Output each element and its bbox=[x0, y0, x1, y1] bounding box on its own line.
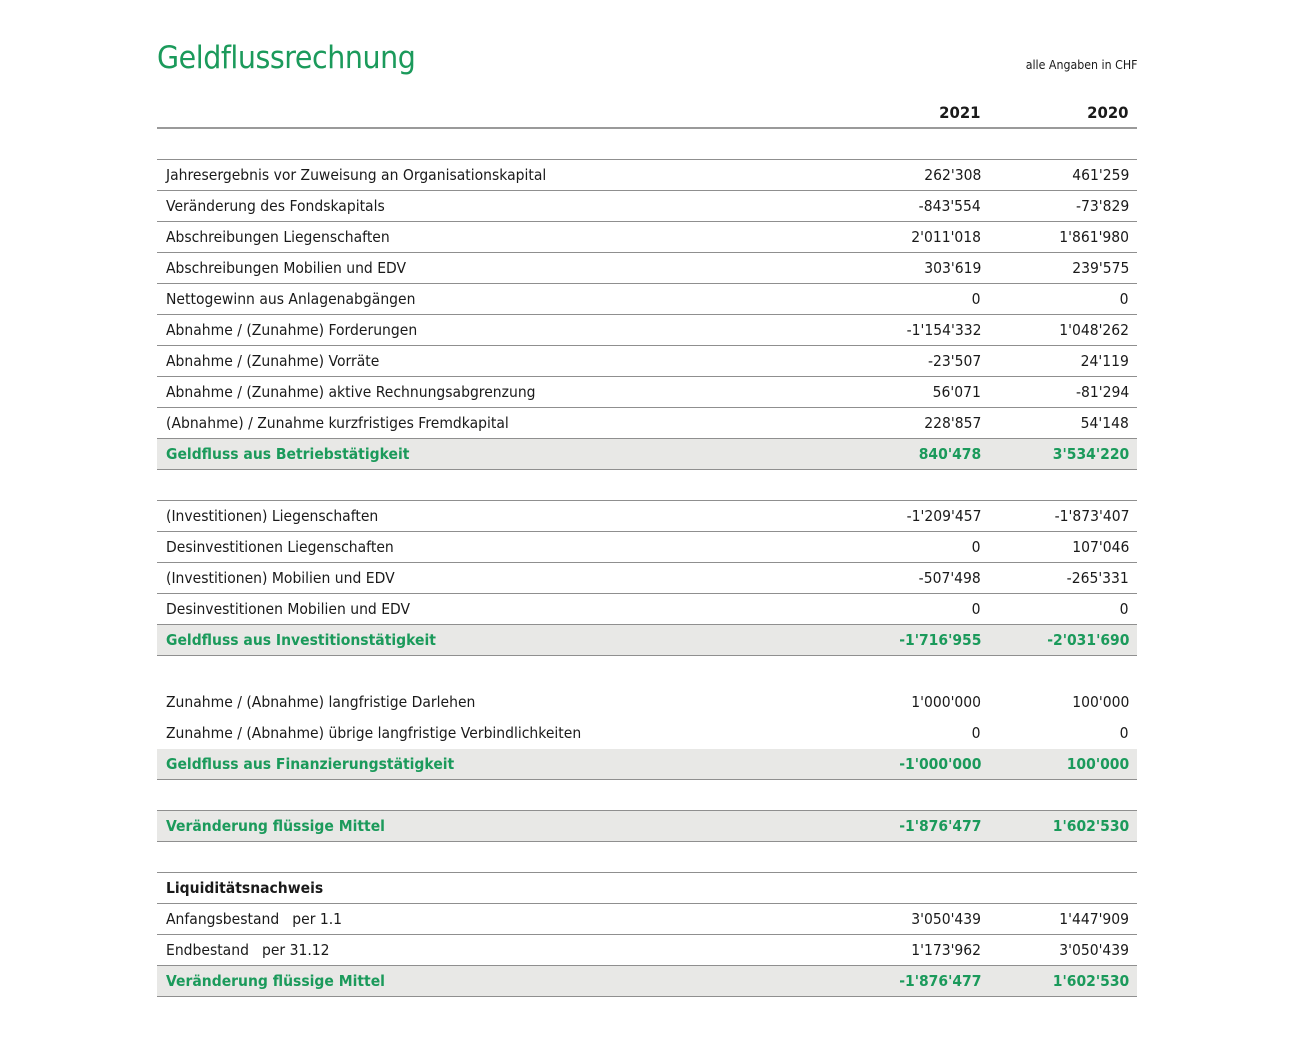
row-value-2021: 0 bbox=[972, 600, 981, 618]
table-row bbox=[157, 191, 1137, 222]
total-value-2020: 100'000 bbox=[1066, 755, 1129, 773]
row-value-2020: 1'447'909 bbox=[1059, 910, 1129, 928]
row-label: Abschreibungen Liegenschaften bbox=[166, 228, 390, 246]
table-row bbox=[157, 160, 1137, 191]
row-value-2021: 303'619 bbox=[923, 259, 981, 277]
total-label: Veränderung flüssige Mittel bbox=[166, 817, 385, 835]
table-row bbox=[157, 377, 1137, 408]
total-row-liquidity-change bbox=[157, 966, 1137, 997]
row-label: Abnahme / (Zunahme) Forderungen bbox=[166, 321, 418, 339]
row-value-2020: 461'259 bbox=[1071, 166, 1129, 184]
total-label: Veränderung flüssige Mittel bbox=[166, 972, 385, 990]
row-value-2021: 0 bbox=[972, 290, 981, 308]
row-value-2021: 56'071 bbox=[932, 383, 981, 401]
table-row bbox=[157, 315, 1137, 346]
cash-flow-table bbox=[157, 98, 1137, 997]
total-row-net-change bbox=[157, 811, 1137, 842]
column-header-2021: 2021 bbox=[939, 103, 981, 122]
row-value-2020: 1'048'262 bbox=[1059, 321, 1129, 339]
total-label: Geldfluss aus Finanzierungstätigkeit bbox=[166, 755, 455, 773]
currency-note: alle Angaben in CHF bbox=[1025, 58, 1137, 72]
row-value-2020: -265'331 bbox=[1066, 569, 1129, 587]
spacer-row bbox=[157, 470, 1137, 501]
row-value-2020: 0 bbox=[1120, 600, 1129, 618]
row-label: (Abnahme) / Zunahme kurzfristiges Fremdkapital bbox=[166, 414, 509, 432]
row-label: Jahresergebnis vor Zuweisung an Organisationskapital bbox=[166, 166, 547, 184]
total-value-2021: -1'876'477 bbox=[898, 972, 981, 990]
spacer-row bbox=[157, 656, 1137, 687]
total-value-2020: 1'602'530 bbox=[1052, 972, 1129, 990]
table-header-row bbox=[157, 98, 1137, 129]
row-value-2020: 107'046 bbox=[1071, 538, 1129, 556]
table-row bbox=[157, 501, 1137, 532]
total-label: Geldfluss aus Investitionstätigkeit bbox=[166, 631, 436, 649]
row-label: Desinvestitionen Mobilien und EDV bbox=[166, 600, 411, 618]
financing-section bbox=[157, 687, 1137, 749]
operating-section bbox=[157, 160, 1137, 439]
total-row-investing bbox=[157, 625, 1137, 656]
liquidity-heading-row bbox=[157, 873, 1137, 904]
total-label: Geldfluss aus Betriebstätigkeit bbox=[166, 445, 410, 463]
table-row bbox=[157, 718, 1137, 749]
table-row bbox=[157, 253, 1137, 284]
row-value-2021: 1'173'962 bbox=[911, 941, 981, 959]
table-row bbox=[157, 222, 1137, 253]
spacer-row bbox=[157, 842, 1137, 873]
row-label: (Investitionen) Mobilien und EDV bbox=[166, 569, 395, 587]
table-row bbox=[157, 408, 1137, 439]
total-value-2021: -1'876'477 bbox=[898, 817, 981, 835]
row-label: Nettogewinn aus Anlagenabgängen bbox=[166, 290, 416, 308]
row-label: (Investitionen) Liegenschaften bbox=[166, 507, 379, 525]
row-value-2021: 2'011'018 bbox=[911, 228, 981, 246]
row-value-2021: -843'554 bbox=[918, 197, 981, 215]
table-row bbox=[157, 563, 1137, 594]
row-value-2021: 0 bbox=[972, 724, 981, 742]
investing-section bbox=[157, 501, 1137, 625]
row-value-2021: 3'050'439 bbox=[911, 910, 981, 928]
total-value-2021: -1'000'000 bbox=[898, 755, 981, 773]
row-value-2021: 1'000'000 bbox=[911, 693, 981, 711]
table-row bbox=[157, 346, 1137, 377]
row-value-2020: 0 bbox=[1120, 724, 1129, 742]
row-value-2020: 3'050'439 bbox=[1059, 941, 1129, 959]
row-value-2020: 239'575 bbox=[1071, 259, 1129, 277]
row-label: Anfangsbestand per 1.1 bbox=[166, 910, 343, 928]
row-value-2021: -23'507 bbox=[927, 352, 981, 370]
total-value-2021: -1'716'955 bbox=[898, 631, 981, 649]
total-value-2020: 3'534'220 bbox=[1052, 445, 1129, 463]
spacer-row bbox=[157, 780, 1137, 811]
total-row-financing bbox=[157, 749, 1137, 780]
table-row-closing-balance bbox=[157, 935, 1137, 966]
row-value-2021: 262'308 bbox=[923, 166, 981, 184]
row-value-2021: -507'498 bbox=[918, 569, 981, 587]
liquidity-heading: Liquiditätsnachweis bbox=[166, 879, 324, 897]
row-value-2021: 228'857 bbox=[923, 414, 981, 432]
row-value-2021: -1'209'457 bbox=[906, 507, 981, 525]
table-row bbox=[157, 532, 1137, 563]
spacer-row bbox=[157, 129, 1137, 160]
row-value-2020: -73'829 bbox=[1075, 197, 1129, 215]
row-value-2020: 1'861'980 bbox=[1059, 228, 1129, 246]
row-label: Veränderung des Fondskapitals bbox=[166, 197, 385, 215]
row-label: Abnahme / (Zunahme) Vorräte bbox=[166, 352, 380, 370]
table-row bbox=[157, 284, 1137, 315]
total-row-operating bbox=[157, 439, 1137, 470]
row-value-2020: -81'294 bbox=[1075, 383, 1129, 401]
row-value-2020: 54'148 bbox=[1080, 414, 1129, 432]
total-value-2020: 1'602'530 bbox=[1052, 817, 1129, 835]
row-label: Abnahme / (Zunahme) aktive Rechnungsabgrenzung bbox=[166, 383, 536, 401]
row-value-2020: 100'000 bbox=[1071, 693, 1129, 711]
table-row bbox=[157, 687, 1137, 718]
total-value-2021: 840'478 bbox=[918, 445, 981, 463]
column-header-2020: 2020 bbox=[1087, 103, 1129, 122]
row-label: Abschreibungen Mobilien und EDV bbox=[166, 259, 407, 277]
row-label: Zunahme / (Abnahme) übrige langfristige Verbindlichkeiten bbox=[166, 724, 582, 742]
table-row bbox=[157, 594, 1137, 625]
row-value-2020: 0 bbox=[1120, 290, 1129, 308]
row-value-2020: 24'119 bbox=[1080, 352, 1129, 370]
table-row-opening-balance bbox=[157, 904, 1137, 935]
row-label: Zunahme / (Abnahme) langfristige Darlehen bbox=[166, 693, 476, 711]
row-value-2020: -1'873'407 bbox=[1054, 507, 1129, 525]
row-value-2021: 0 bbox=[972, 538, 981, 556]
row-label: Desinvestitionen Liegenschaften bbox=[166, 538, 394, 556]
row-label: Endbestand per 31.12 bbox=[166, 941, 330, 959]
total-value-2020: -2'031'690 bbox=[1046, 631, 1129, 649]
row-value-2021: -1'154'332 bbox=[906, 321, 981, 339]
page-title: Geldflussrechnung bbox=[157, 40, 416, 76]
